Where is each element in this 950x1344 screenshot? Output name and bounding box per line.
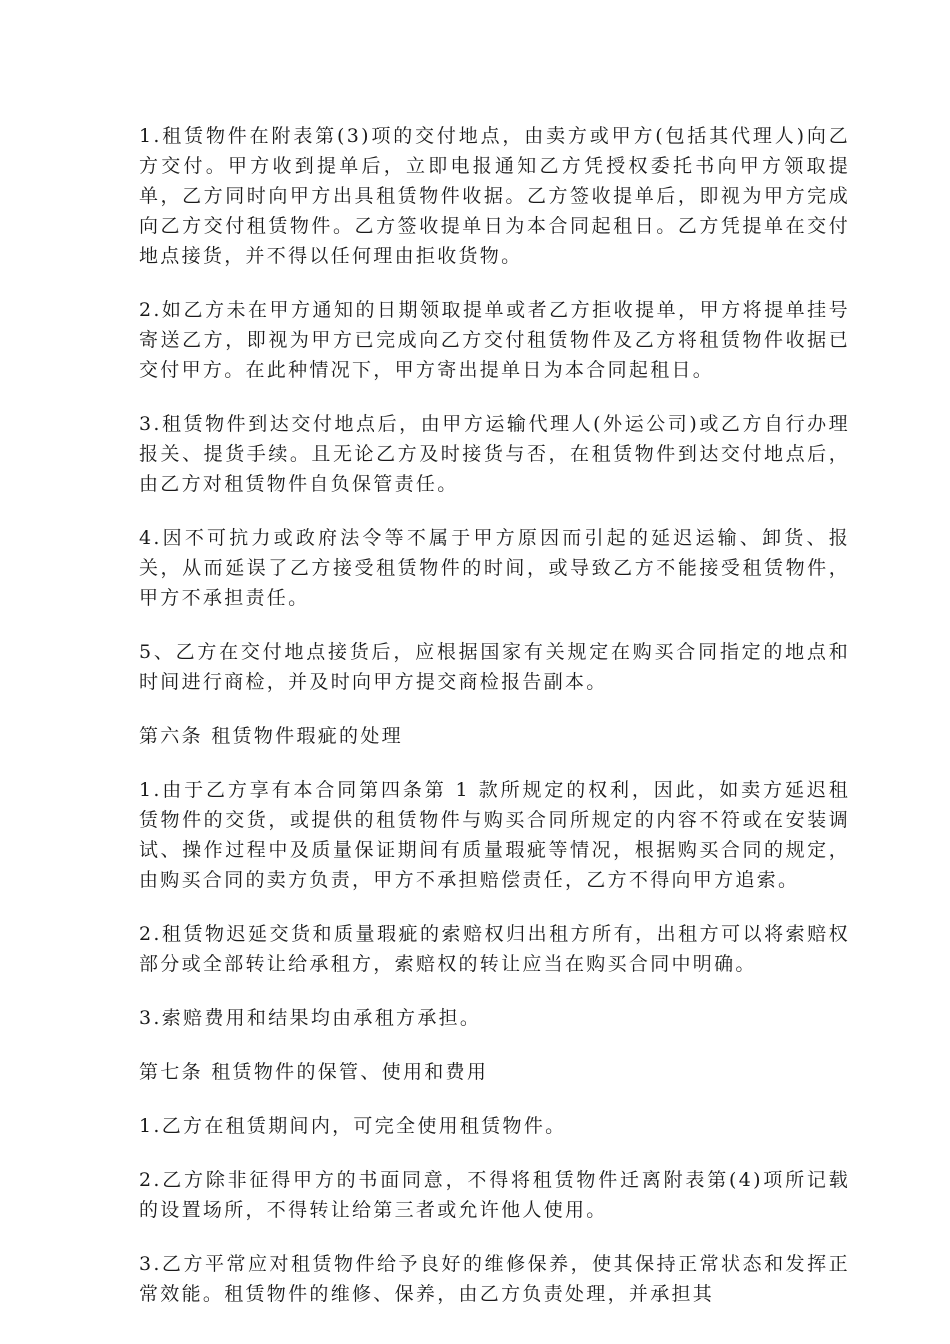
paragraph-custody-2: 2.乙方除非征得甲方的书面同意，不得将租赁物件迁离附表第(4)项所记载的设置场所，不得转让给第三者或允许他人使用。 bbox=[139, 1169, 850, 1221]
section-heading-article-6: 第六条 租赁物件瑕疵的处理 bbox=[139, 725, 403, 747]
paragraph-delivery-4: 4.因不可抗力或政府法令等不属于甲方原因而引起的延迟运输、卸货、报关，从而延误了乙方接受租赁物件的时间，或导致乙方不能接受租赁物件，甲方不承担责任。 bbox=[139, 527, 850, 609]
paragraph-delivery-5: 5、乙方在交付地点接货后，应根据国家有关规定在购买合同指定的地点和时间进行商检，并及时向甲方提交商检报告副本。 bbox=[139, 641, 850, 693]
paragraph-delivery-1: 1.租赁物件在附表第(3)项的交付地点，由卖方或甲方(包括其代理人)向乙方交付。甲方收到提单后，立即电报通知乙方凭授权委托书向甲方领取提单，乙方同时向甲方出具租赁物件收据。乙方签收提单后，即视为甲方完成向乙方交付租赁物件。乙方签收提单日为本合同起租日。乙方凭提单在交付地点接货，并不得以任何理由拒收货物。 bbox=[139, 125, 850, 267]
section-heading-article-7: 第七条 租赁物件的保管、使用和费用 bbox=[139, 1061, 489, 1083]
paragraph-defect-3: 3.索赔费用和结果均由承租方承担。 bbox=[139, 1007, 482, 1029]
paragraph-custody-3: 3.乙方平常应对租赁物件给予良好的维修保养，使其保持正常状态和发挥正常效能。租赁物件的维修、保养，由乙方负责处理，并承担其 bbox=[139, 1253, 850, 1305]
paragraph-defect-2: 2.租赁物迟延交货和质量瑕疵的索赔权归出租方所有，出租方可以将索赔权部分或全部转让给承租方，索赔权的转让应当在购买合同中明确。 bbox=[139, 923, 850, 975]
paragraph-custody-1: 1.乙方在租赁期间内，可完全使用租赁物件。 bbox=[139, 1115, 567, 1137]
paragraph-defect-1: 1.由于乙方享有本合同第四条第 1 款所规定的权利，因此，如卖方延迟租赁物件的交货，或提供的租赁物件与购买合同所规定的内容不符或在安装调试、操作过程中及质量保证期间有质量瑕疵等情况，根据购买合同的规定，由购买合同的卖方负责，甲方不承担赔偿责任，乙方不得向甲方追索。 bbox=[139, 779, 850, 891]
paragraph-delivery-2: 2.如乙方未在甲方通知的日期领取提单或者乙方拒收提单，甲方将提单挂号寄送乙方，即视为甲方已完成向乙方交付租赁物件及乙方将租赁物件收据已交付甲方。在此种情况下，甲方寄出提单日为本合同起租日。 bbox=[139, 299, 850, 381]
paragraph-delivery-3: 3.租赁物件到达交付地点后，由甲方运输代理人(外运公司)或乙方自行办理报关、提货手续。且无论乙方及时接货与否，在租赁物件到达交付地点后，由乙方对租赁物件自负保管责任。 bbox=[139, 413, 850, 495]
